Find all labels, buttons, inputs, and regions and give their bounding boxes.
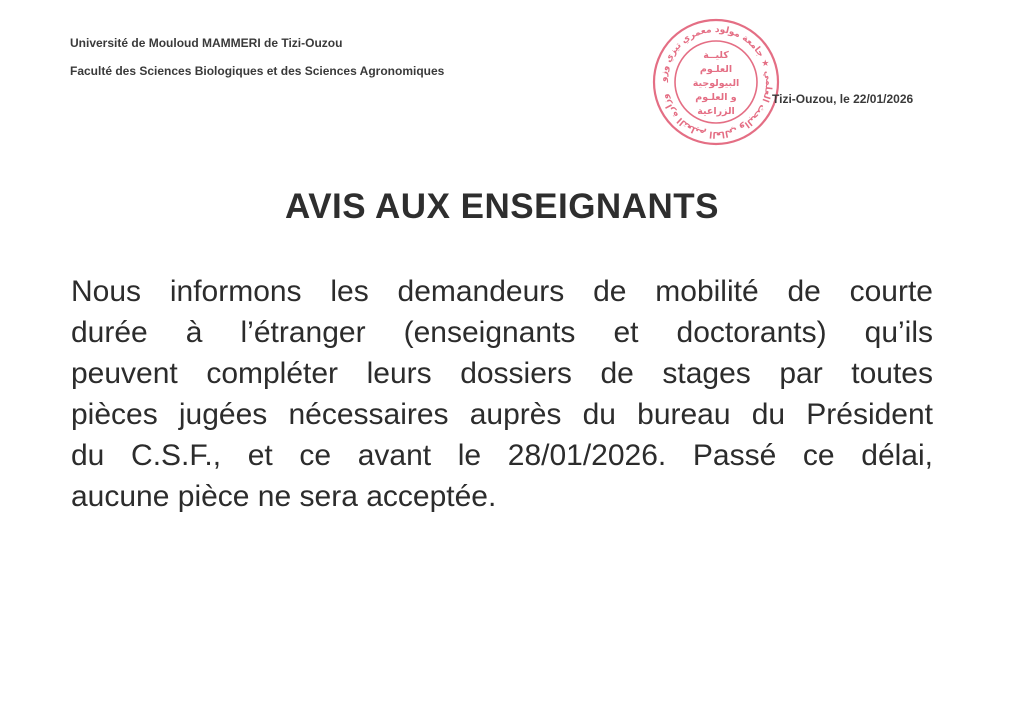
university-name: Université de Mouloud MAMMERI de Tizi-Ouzou [70, 36, 343, 50]
stamp-outer-text: وزارة التعليم العالي والبحث العلمي ★ جامعة مولود معمري تيزي وزو [658, 24, 774, 140]
body-line: peuvent compléter leurs dossiers de stages par toutes [71, 357, 933, 390]
body-line: pièces jugées nécessaires auprès du bureau du Président [71, 398, 933, 431]
body-line: aucune pièce ne sera acceptée. [71, 480, 497, 513]
body-line: Nous informons les demandeurs de mobilité de courte [71, 275, 933, 308]
body-line: du C.S.F., et ce avant le 28/01/2026. Passé ce délai, [71, 439, 933, 472]
document-date: Tizi-Ouzou, le 22/01/2026 [772, 92, 914, 106]
body-line: durée à l’étranger (enseignants et doctorants) qu’ils [71, 316, 933, 349]
stamp-line: العلـوم [699, 64, 733, 75]
stamp-line: البيولوجية [692, 78, 740, 89]
faculty-stamp [650, 14, 782, 150]
stamp-line: كليــة [703, 50, 729, 61]
faculty-name: Faculté des Sciences Biologiques et des Sciences Agronomiques [70, 64, 445, 78]
stamp-line: الزراعية [697, 106, 735, 117]
stamp-line: و العلـوم [695, 92, 737, 103]
notice-title: AVIS AUX ENSEIGNANTS [285, 187, 719, 226]
letterhead [70, 36, 444, 78]
notice-body [71, 271, 933, 517]
